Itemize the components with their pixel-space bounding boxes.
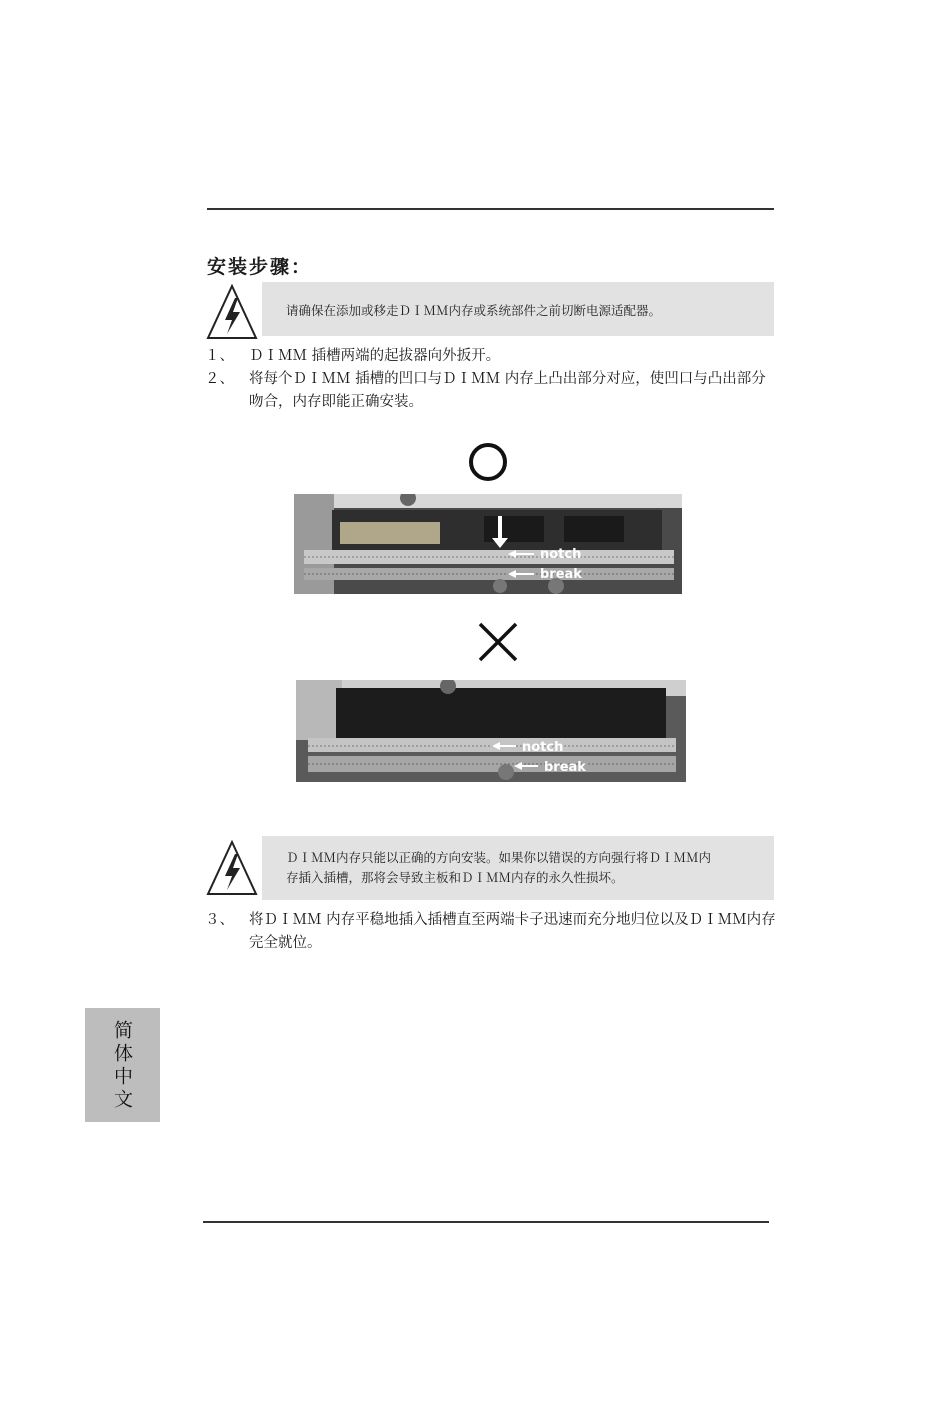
step-item	[205, 909, 777, 957]
break-label: break	[540, 567, 582, 582]
dimm-correct-illustration	[294, 494, 682, 594]
warning-line: 请确保在添加或移走ＤＩＭＭ内存或系统部件之前切断电源适配器。	[286, 303, 662, 318]
step-item	[205, 345, 777, 369]
step-number: ３、	[205, 912, 234, 928]
step-number: １、	[205, 348, 234, 364]
language-label: 简体中文	[111, 1020, 133, 1112]
language-side-tab	[85, 1008, 160, 1122]
warning-icon	[205, 282, 259, 342]
warning-line: 存插入插槽，那将会导致主板和ＤＩＭＭ内存的永久性损坏。	[286, 870, 624, 885]
break-label: break	[544, 760, 586, 775]
step-number: ２、	[205, 371, 234, 387]
dimm-wrong-photo	[296, 680, 686, 782]
wrong-cross-icon	[476, 620, 520, 664]
top-rule	[207, 208, 774, 210]
dimm-correct-photo	[294, 494, 682, 594]
notch-label: notch	[522, 740, 564, 755]
warning-icon	[205, 838, 259, 898]
step-text: 将每个ＤＩＭＭ 插槽的凹口与ＤＩＭＭ 内存上凸出部分对应，使凹口与凸出部分吻合，内存即能正确安装。	[249, 371, 766, 410]
warning-box	[262, 836, 774, 900]
warning-line: ＤＩＭＭ内存只能以正确的方向安装。如果你以错误的方向强行将ＤＩＭＭ内	[286, 850, 712, 865]
dimm-wrong-illustration	[296, 680, 686, 782]
warning-text	[286, 301, 661, 321]
section-heading: 安装步骤：	[207, 256, 313, 278]
step-item	[205, 368, 777, 416]
correct-circle-icon	[466, 440, 510, 484]
warning-box	[262, 282, 774, 336]
notch-label: notch	[540, 547, 582, 562]
step-text: 将ＤＩＭＭ 内存平稳地插入插槽直至两端卡子迅速而充分地归位以及ＤＩＭＭ内存完全就位。	[249, 912, 776, 951]
step-text: ＤＩＭＭ 插槽两端的起拔器向外扳开。	[249, 348, 501, 364]
bottom-rule	[203, 1221, 769, 1223]
warning-text	[286, 848, 711, 888]
